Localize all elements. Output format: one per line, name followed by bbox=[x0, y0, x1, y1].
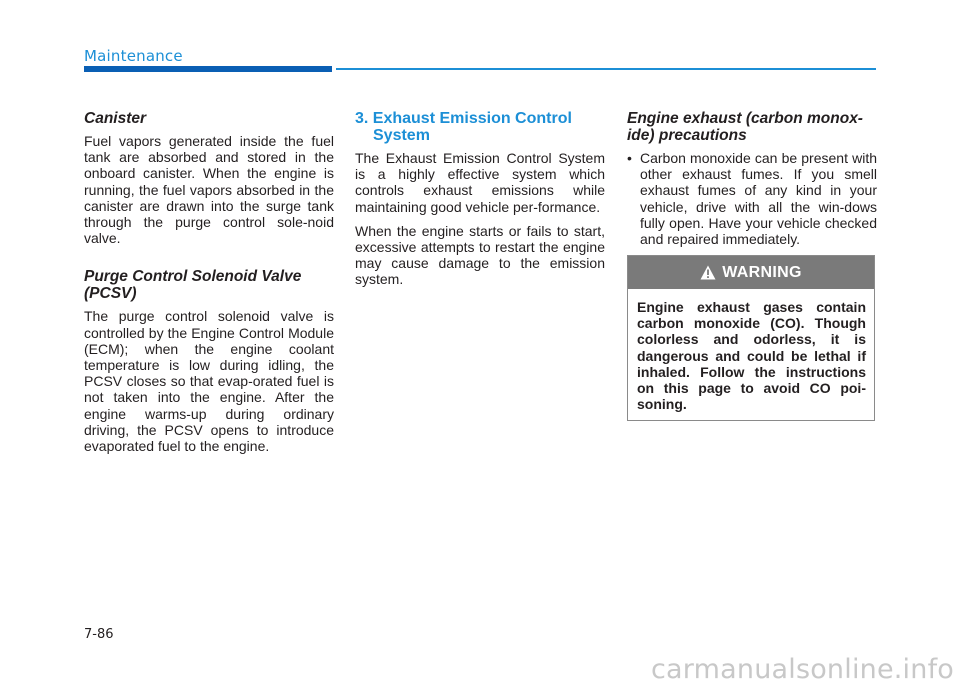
section-label: Maintenance bbox=[84, 47, 183, 65]
column-middle bbox=[355, 110, 605, 296]
list-item bbox=[627, 150, 877, 247]
subheading-co-precautions: Engine exhaust (carbon monox-ide) precautions bbox=[627, 110, 863, 144]
column-left bbox=[84, 110, 334, 462]
list-item-text: Carbon monoxide can be present with other exhaust fumes. If you smell exhaust fumes of any kind in your vehicle, drive with all the win-dows fully open. Have your vehicle checked and repaired immediately. bbox=[640, 150, 877, 248]
paragraph-pcsv: The purge control solenoid valve is controlled by the Engine Control Module (ECM); when the engine coolant temperature is low during idling, the PCSV closes so that evap-orated fuel is not taken into the engine. After the engine warms-up during ordinary driving, the PCSV opens to introduce evaporated fuel to the engine. bbox=[84, 308, 334, 455]
bullet-marker: • bbox=[627, 150, 632, 166]
page-number: 7-86 bbox=[84, 627, 114, 642]
watermark: carmanualsonline.info bbox=[651, 654, 954, 685]
warning-title: WARNING bbox=[722, 263, 802, 281]
subheading-pcsv: Purge Control Solenoid Valve (PCSV) bbox=[84, 268, 302, 303]
section-heading-exhaust: 3. Exhaust Emission Control System bbox=[355, 110, 572, 144]
paragraph-exhaust-2: When the engine starts or fails to start, excessive attempts to restart the engine may cause damage to the emission system. bbox=[355, 222, 605, 288]
header-rule-thin bbox=[336, 68, 876, 70]
warning-header bbox=[628, 256, 874, 289]
warning-box bbox=[627, 255, 875, 421]
paragraph-canister: Fuel vapors generated inside the fuel tank are absorbed and stored in the onboard canister. When the engine is running, the fuel vapors absorbed in the canister are drawn into the surge tank through the purge control sole-noid valve. bbox=[84, 133, 334, 247]
column-right bbox=[627, 110, 877, 247]
warning-triangle-icon bbox=[700, 265, 716, 280]
paragraph-exhaust-1: The Exhaust Emission Control System is a highly effective system which controls exhaust emissions while maintaining good vehicle per-formance. bbox=[355, 150, 605, 215]
warning-text: Engine exhaust gases contain carbon monoxide (CO). Though colorless and odorless, it is dangerous and could be lethal if inhaled. Follow the instructions on this page to avoid CO poi-soning. bbox=[637, 299, 866, 413]
subheading-canister: Canister bbox=[84, 110, 147, 127]
bullet-list bbox=[627, 150, 877, 247]
header-rule-thick bbox=[84, 66, 332, 72]
